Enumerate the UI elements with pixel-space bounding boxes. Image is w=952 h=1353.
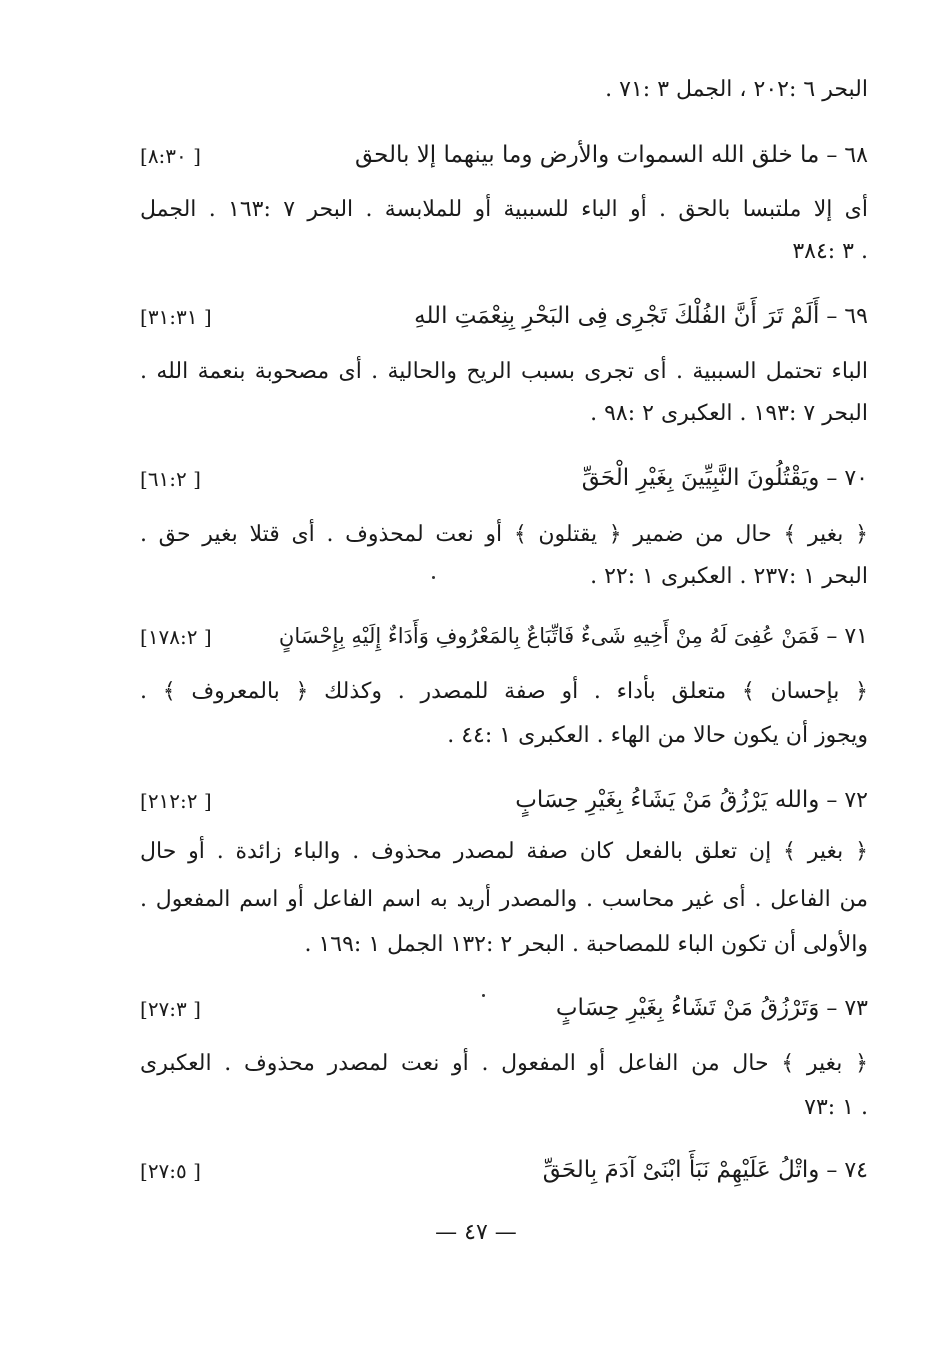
verse-text: ما خلق الله السموات والأرض وما بينهما إلا بالحق xyxy=(354,142,820,168)
entry-72 xyxy=(140,780,868,821)
commentary-line: . ٣ :٣٨٤ xyxy=(792,239,868,264)
verse-text: والله يَرْزُقُ مَنْ يَشَاءُ بِغَيْرِ حِسَابٍ xyxy=(515,787,820,813)
verse-reference: [٢١٢:٢ ] xyxy=(140,788,212,813)
entry-text xyxy=(582,458,868,499)
entry-text xyxy=(414,296,868,337)
verse-reference: [٨:٣٠ ] xyxy=(140,143,201,168)
entry-text xyxy=(355,135,868,176)
page-number: — ٤٧ — xyxy=(435,1220,517,1245)
entry-number: ٦٩ – xyxy=(826,304,868,329)
verse-text: أَلَمْ تَرَ أَنَّ الفُلْكَ تَجْرِى فِى البَحْرِ بِنِعْمَتِ اللهِ xyxy=(414,303,820,329)
commentary-line: الباء تحتمل السببية . أى تجرى بسبب الريح والحالية . أى مصحوبة بنعمة الله . xyxy=(140,359,868,384)
entry-text xyxy=(543,1150,868,1191)
verse-reference: [٣١:٣١ ] xyxy=(140,304,212,329)
verse-text: فَمَنْ عُفِىَ لَهُ مِنْ أَخِيهِ شَىءٌ فَاتِّبَاعٌ بِالمَعْرُوفِ وَأَدَاءٌ إِلَيْهِ بِإِحْسَانٍ xyxy=(278,624,820,648)
commentary-line: أى إلا ملتبسا بالحق . أو الباء للسببية أو للملابسة . البحر ٧ :١٦٣ . الجمل xyxy=(140,197,868,222)
verse-reference: [٦١:٢ ] xyxy=(140,466,201,491)
entry-text xyxy=(279,616,868,657)
commentary-line: . ١ :٧٣ xyxy=(804,1095,868,1120)
entry-number: ٧١ – xyxy=(826,624,868,649)
entry-number: ٧٤ – xyxy=(826,1158,868,1183)
verse-text: وَتَرْزُقُ مَنْ تَشَاءُ بِغَيْرِ حِسَابٍ xyxy=(555,995,820,1021)
entry-number: ٧٢ – xyxy=(826,788,868,813)
entry-number: ٧٣ – xyxy=(826,996,868,1021)
verse-reference: [١٧٨:٢ ] xyxy=(140,624,212,649)
scan-speck xyxy=(482,994,485,997)
commentary-line: ﴿ بإحسان ﴾ متعلق بأداء . أو صفة للمصدر . وكذلك ﴿ بالمعروف ﴾ . xyxy=(140,679,868,704)
entry-71 xyxy=(140,616,868,657)
entry-number: ٧٠ – xyxy=(826,466,868,491)
commentary-line: ﴿ بغير ﴾ إن تعلق بالفعل كان صفة لمصدر محذوف . والباء زائدة . أو حال xyxy=(140,839,868,864)
commentary-line: البحر ٧ :١٩٣ . العكبرى ٢ :٩٨ . xyxy=(590,401,868,426)
scan-speck xyxy=(432,576,435,579)
commentary-line: والأولى أن تكون الباء للمصاحبة . البحر ٢ :١٣٢ الجمل ١ :١٦٩ . xyxy=(304,932,868,957)
entry-70 xyxy=(140,458,868,499)
verse-reference: [٢٧:٣ ] xyxy=(140,996,201,1021)
entry-text xyxy=(515,780,868,821)
commentary-line: ﴿ بغير ﴾ حال من ضمير ﴿ يقتلون ﴾ أو نعت لمحذوف . أى قتلا بغير حق . xyxy=(140,522,868,547)
verse-text: واتْلُ عَلَيْهِمْ نَبَأَ ابْنَىْ آدَمَ بِالحَقِّ xyxy=(542,1157,820,1183)
entry-73 xyxy=(140,988,868,1029)
commentary-line: من الفاعل . أى غير محاسب . والمصدر أريد به اسم الفاعل أو اسم المفعول . xyxy=(140,887,868,912)
verse-reference: [٢٧:٥ ] xyxy=(140,1158,201,1183)
verse-text: ويَقْتُلُونَ النَّبِيِّينَ بِغَيْرِ الْحَقِّ xyxy=(581,465,820,491)
entry-69 xyxy=(140,296,868,337)
entry-number: ٦٨ – xyxy=(826,143,868,168)
commentary-line: ﴿ بغير ﴾ حال من الفاعل أو المفعول . أو نعت لمصدر محذوف . العكبرى xyxy=(140,1051,868,1076)
reference-line: البحر ٦ :٢٠٢ ، الجمل ٣ :٧١ . xyxy=(605,77,868,102)
commentary-line: ويجوز أن يكون حالا من الهاء . العكبرى ١ :٤٤ . xyxy=(447,723,868,748)
entry-68 xyxy=(140,135,868,176)
entry-74 xyxy=(140,1150,868,1191)
commentary-line: البحر ١ :٢٣٧ . العكبرى ١ :٢٢ . xyxy=(590,564,868,589)
entry-text xyxy=(556,988,868,1029)
